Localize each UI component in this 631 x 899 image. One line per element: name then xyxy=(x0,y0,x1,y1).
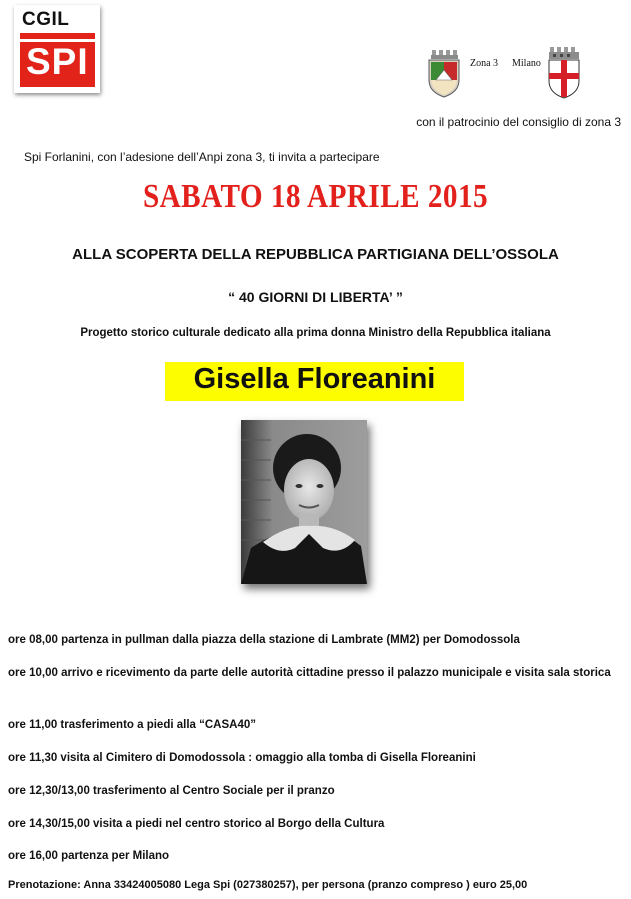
zona-label: Zona 3 xyxy=(470,58,499,69)
schedule-item: ore 14,30/15,00 visita a piedi nel centro storico al Borgo della Cultura xyxy=(8,818,385,830)
milano-label: Milano xyxy=(512,58,541,69)
cgil-spi-logo xyxy=(14,5,100,93)
schedule-item: ore 11,00 trasferimento a piedi alla “CASA40” xyxy=(8,719,256,731)
name-highlight xyxy=(165,362,464,401)
patronage-text: con il patrocinio del consiglio di zona 3 xyxy=(416,115,621,129)
logo-top-text: CGIL xyxy=(22,9,70,30)
schedule-item: ore 08,00 partenza in pullman dalla piazza della stazione di Lambrate (MM2) per Domodossola xyxy=(8,634,520,646)
schedule-item: ore 12,30/13,00 trasferimento al Centro Sociale per il pranzo xyxy=(8,785,335,797)
portrait-image xyxy=(241,420,367,584)
schedule-item: ore 10,00 arrivo e ricevimento da parte delle autorità cittadine presso il palazzo municipale e visita sala storica xyxy=(8,667,611,679)
logo-red-box xyxy=(20,33,95,87)
milano-crest-icon xyxy=(547,47,581,99)
intro-text: Spi Forlanini, con l’adesione dell’Anpi zona 3, ti invita a partecipare xyxy=(24,150,380,164)
logo-bottom-text: SPI xyxy=(26,41,89,82)
event-date: SABATO 18 APRILE 2015 xyxy=(142,178,489,215)
booking-info: Prenotazione: Anna 33424005080 Lega Spi (027380257), per persona (pranzo compreso ) euro 25,00 xyxy=(8,879,528,891)
zona3-crest-icon xyxy=(426,50,462,98)
project-description: Progetto storico culturale dedicato alla prima donna Ministro della Repubblica italiana xyxy=(80,327,551,339)
schedule-item: ore 11,30 visita al Cimitero di Domodossola : omaggio alla tomba di Gisella Floreanini xyxy=(8,752,476,764)
event-headline: ALLA SCOPERTA DELLA REPUBBLICA PARTIGIANA DELL’OSSOLA xyxy=(72,246,559,263)
event-subtitle: “ 40 GIORNI DI LIBERTA’ ” xyxy=(228,289,403,305)
schedule-item: ore 16,00 partenza per Milano xyxy=(8,850,170,862)
portrait-photo xyxy=(241,420,367,584)
person-name: Gisella Floreanini xyxy=(193,363,436,395)
